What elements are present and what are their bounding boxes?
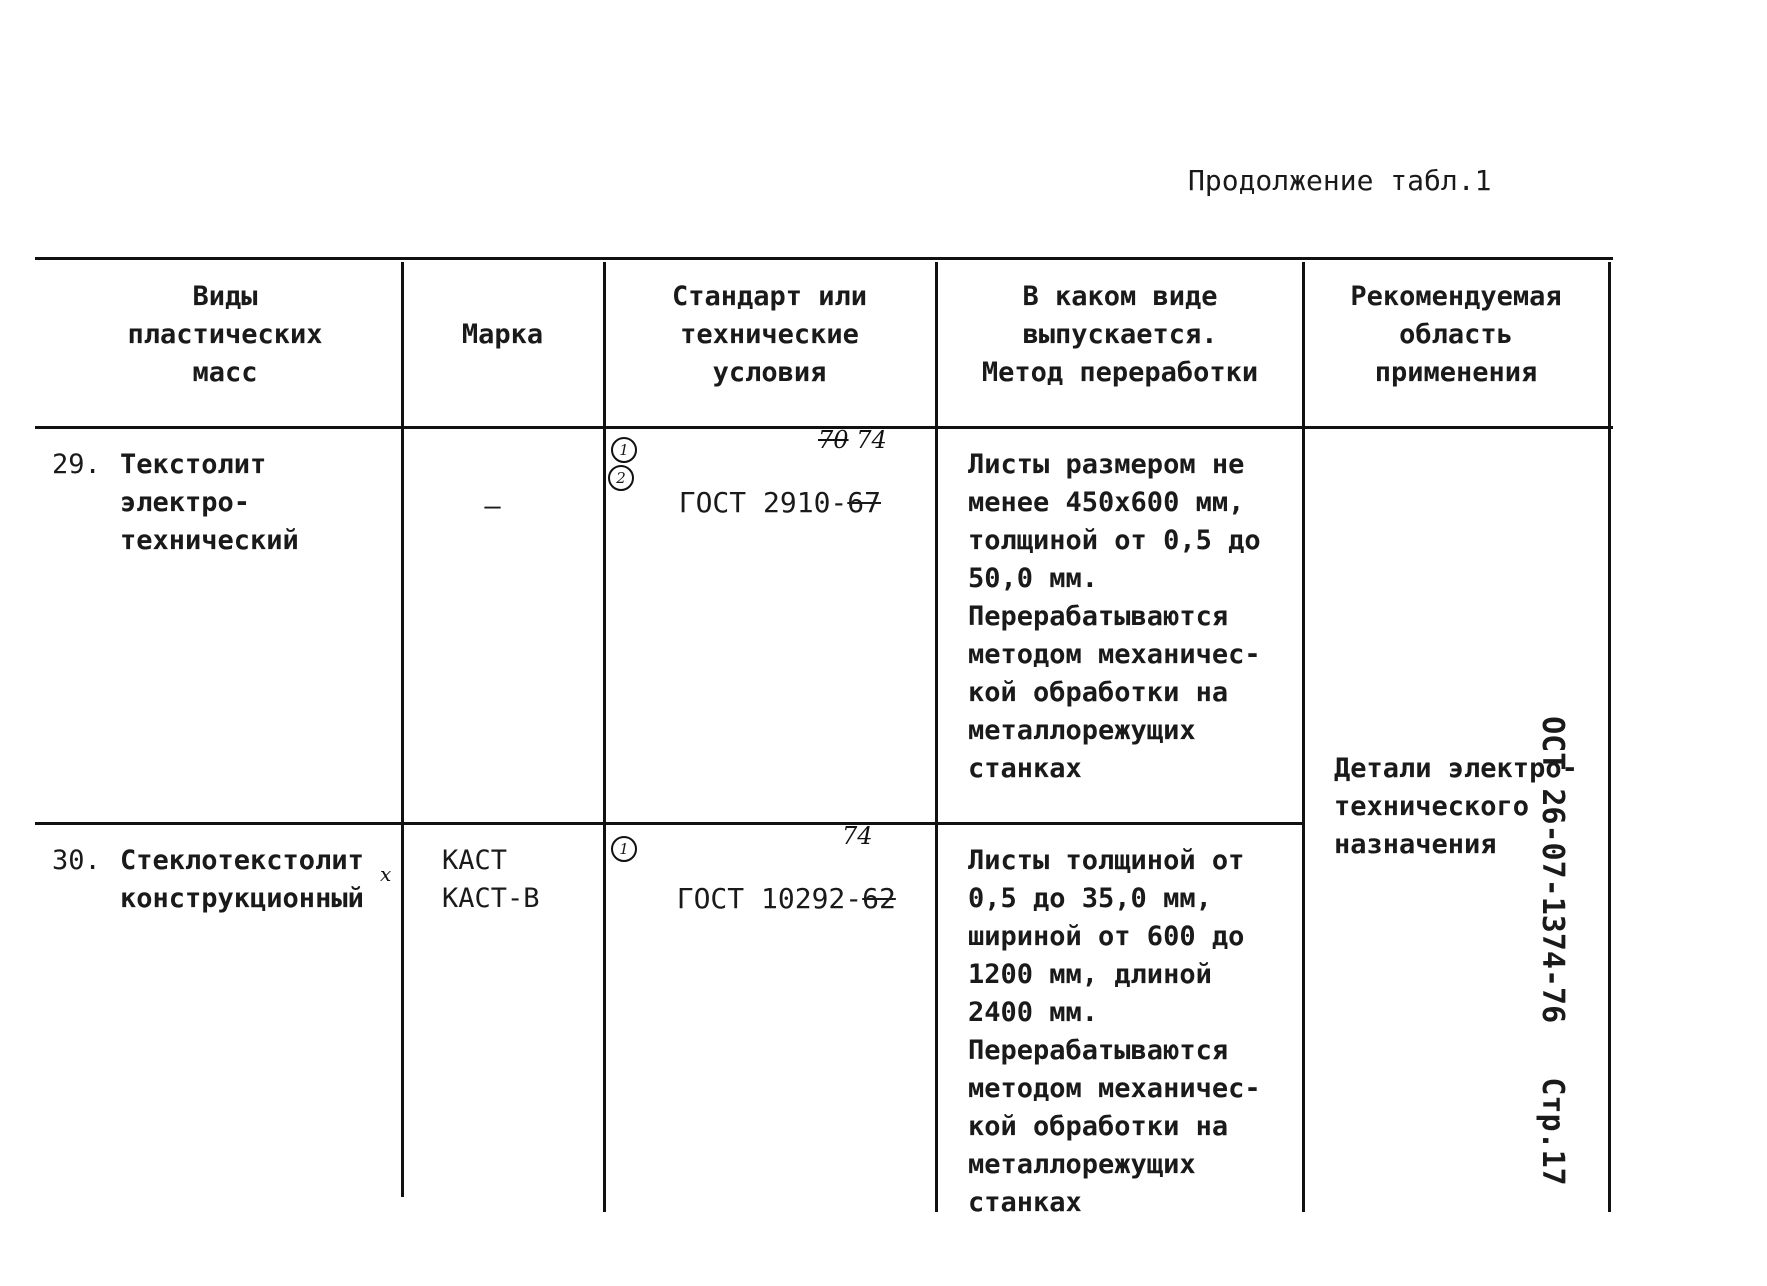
- row-30-form: Листы толщиной от 0,5 до 35,0 мм, шириной от 600 до 1200 мм, длиной 2400 мм. Перерабатываются методом механичес- кой обработки на металлорежущих станках: [968, 845, 1261, 1218]
- side-page-number: Стр.17: [1535, 1077, 1570, 1186]
- row-30-standard-prefix: ГОСТ 10292-: [676, 882, 863, 915]
- row-30-name-footnote-mark: x: [380, 862, 392, 886]
- row-30-number: 30.: [52, 845, 101, 876]
- header-standard: Стандарт или технические условия: [671, 281, 868, 388]
- revision-mark-2-icon: 2: [608, 465, 634, 491]
- side-caption: [1535, 680, 1612, 1200]
- row-29-form: Листы размером не менее 450х600 мм, толщиной от 0,5 до 50,0 мм. Перерабатываются методом механичес- кой обработки на металлорежущих станках: [968, 449, 1261, 784]
- row-divider: [35, 822, 1305, 825]
- header-mark: Марка: [461, 319, 544, 350]
- row-30-standard: [643, 842, 896, 918]
- row-30-standard-old-year: 62: [862, 882, 896, 915]
- header-plastic-types: Виды пластических масс: [127, 281, 323, 388]
- row-29-standard: [645, 446, 881, 522]
- row-30-name: Стеклотекстолит конструкционный: [120, 845, 364, 914]
- side-document-code: ОСТ 26-07-1374-76: [1535, 716, 1570, 1024]
- col-divider-1: [401, 262, 404, 1197]
- row-29-standard-new-year: 74: [856, 426, 887, 454]
- row-29-standard-correction: [818, 426, 887, 454]
- application-text: Детали электро- технического назначения: [1334, 753, 1578, 860]
- header-form-method: В каком виде выпускается. Метод переработки: [981, 281, 1259, 388]
- row-29-number: 29.: [52, 449, 101, 480]
- header-application: Рекомендуемая область применения: [1350, 281, 1562, 388]
- row-29-standard-old-year: 67: [847, 486, 882, 519]
- row-30-standard-new-year: 74: [842, 822, 873, 850]
- col-divider-3: [935, 262, 938, 1212]
- revision-mark-1-icon: 1: [611, 437, 637, 463]
- row-29-name: Текстолит электро- технический: [120, 449, 299, 556]
- col-divider-2: [603, 262, 606, 1212]
- row-29-mark: —: [484, 491, 501, 522]
- row-29-standard-prefix: ГОСТ 2910-: [678, 486, 848, 519]
- row-29-standard-struck-year: 70: [818, 426, 849, 454]
- table-top-rule: [35, 257, 1613, 260]
- continuation-label: Продолжение табл.1: [1188, 164, 1492, 197]
- row-30-mark: КАСТ КАСТ-В: [442, 845, 540, 914]
- col-divider-4: [1302, 262, 1305, 1212]
- revision-mark-1-icon: 1: [611, 836, 637, 862]
